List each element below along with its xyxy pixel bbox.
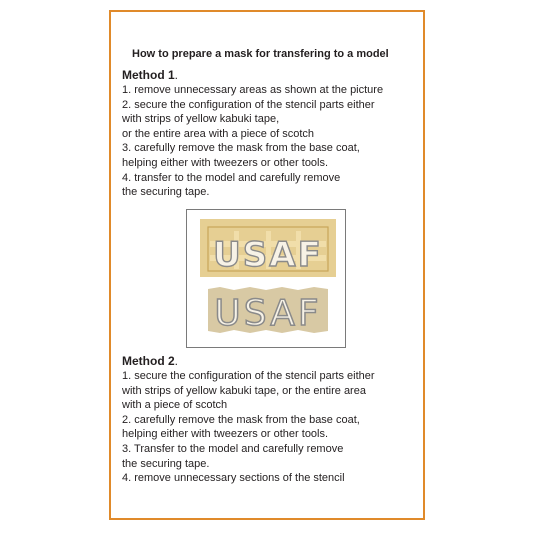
stencil-illustration [200,219,336,339]
stencil-bottom-usaf-text: USAF [214,293,322,334]
method-1-heading-punct: . [174,68,179,82]
method-1-line: the securing tape. [122,186,210,199]
method-1-line: 3. carefully remove the mask from the base coat, [122,142,360,155]
method-1-line: or the entire area with a piece of scotch [122,127,314,140]
method-2-line: with strips of yellow kabuki tape, or the entire area [122,384,366,397]
method-2-steps [122,369,422,486]
method-2-heading-punct: . [174,354,179,368]
method-1-steps [122,83,422,200]
method-1-line: 1. remove unnecessary areas as shown at the picture [122,84,384,96]
stencil-picture [200,219,336,339]
method-1-heading-text: Method 1 [122,68,175,82]
page-title: How to prepare a mask for transfering to a model [132,48,389,60]
method-1-heading [122,68,178,82]
method-2-heading [122,354,178,368]
method-2-line: 4. remove unnecessary sections of the stencil [122,472,345,485]
method-2-line: helping either with tweezers or other tools. [122,428,329,441]
method-2-heading-text: Method 2 [122,354,175,368]
method-1-line: 4. transfer to the model and carefully remove [122,171,341,184]
method-2-line: the securing tape. [122,457,210,470]
method-1-line: 2. secure the configuration of the stencil parts either [122,98,375,111]
method-2-line: 1. secure the configuration of the stencil parts either [122,370,375,382]
method-2-line: 3. Transfer to the model and carefully remove [122,442,344,455]
method-1-line: with strips of yellow kabuki tape, [122,113,280,126]
method-2-line: with a piece of scotch [122,399,228,412]
method-2-line: 2. carefully remove the mask from the base coat, [122,413,360,426]
method-1-line: helping either with tweezers or other tools. [122,156,329,169]
stencil-top-usaf-text: USAF [213,235,323,275]
